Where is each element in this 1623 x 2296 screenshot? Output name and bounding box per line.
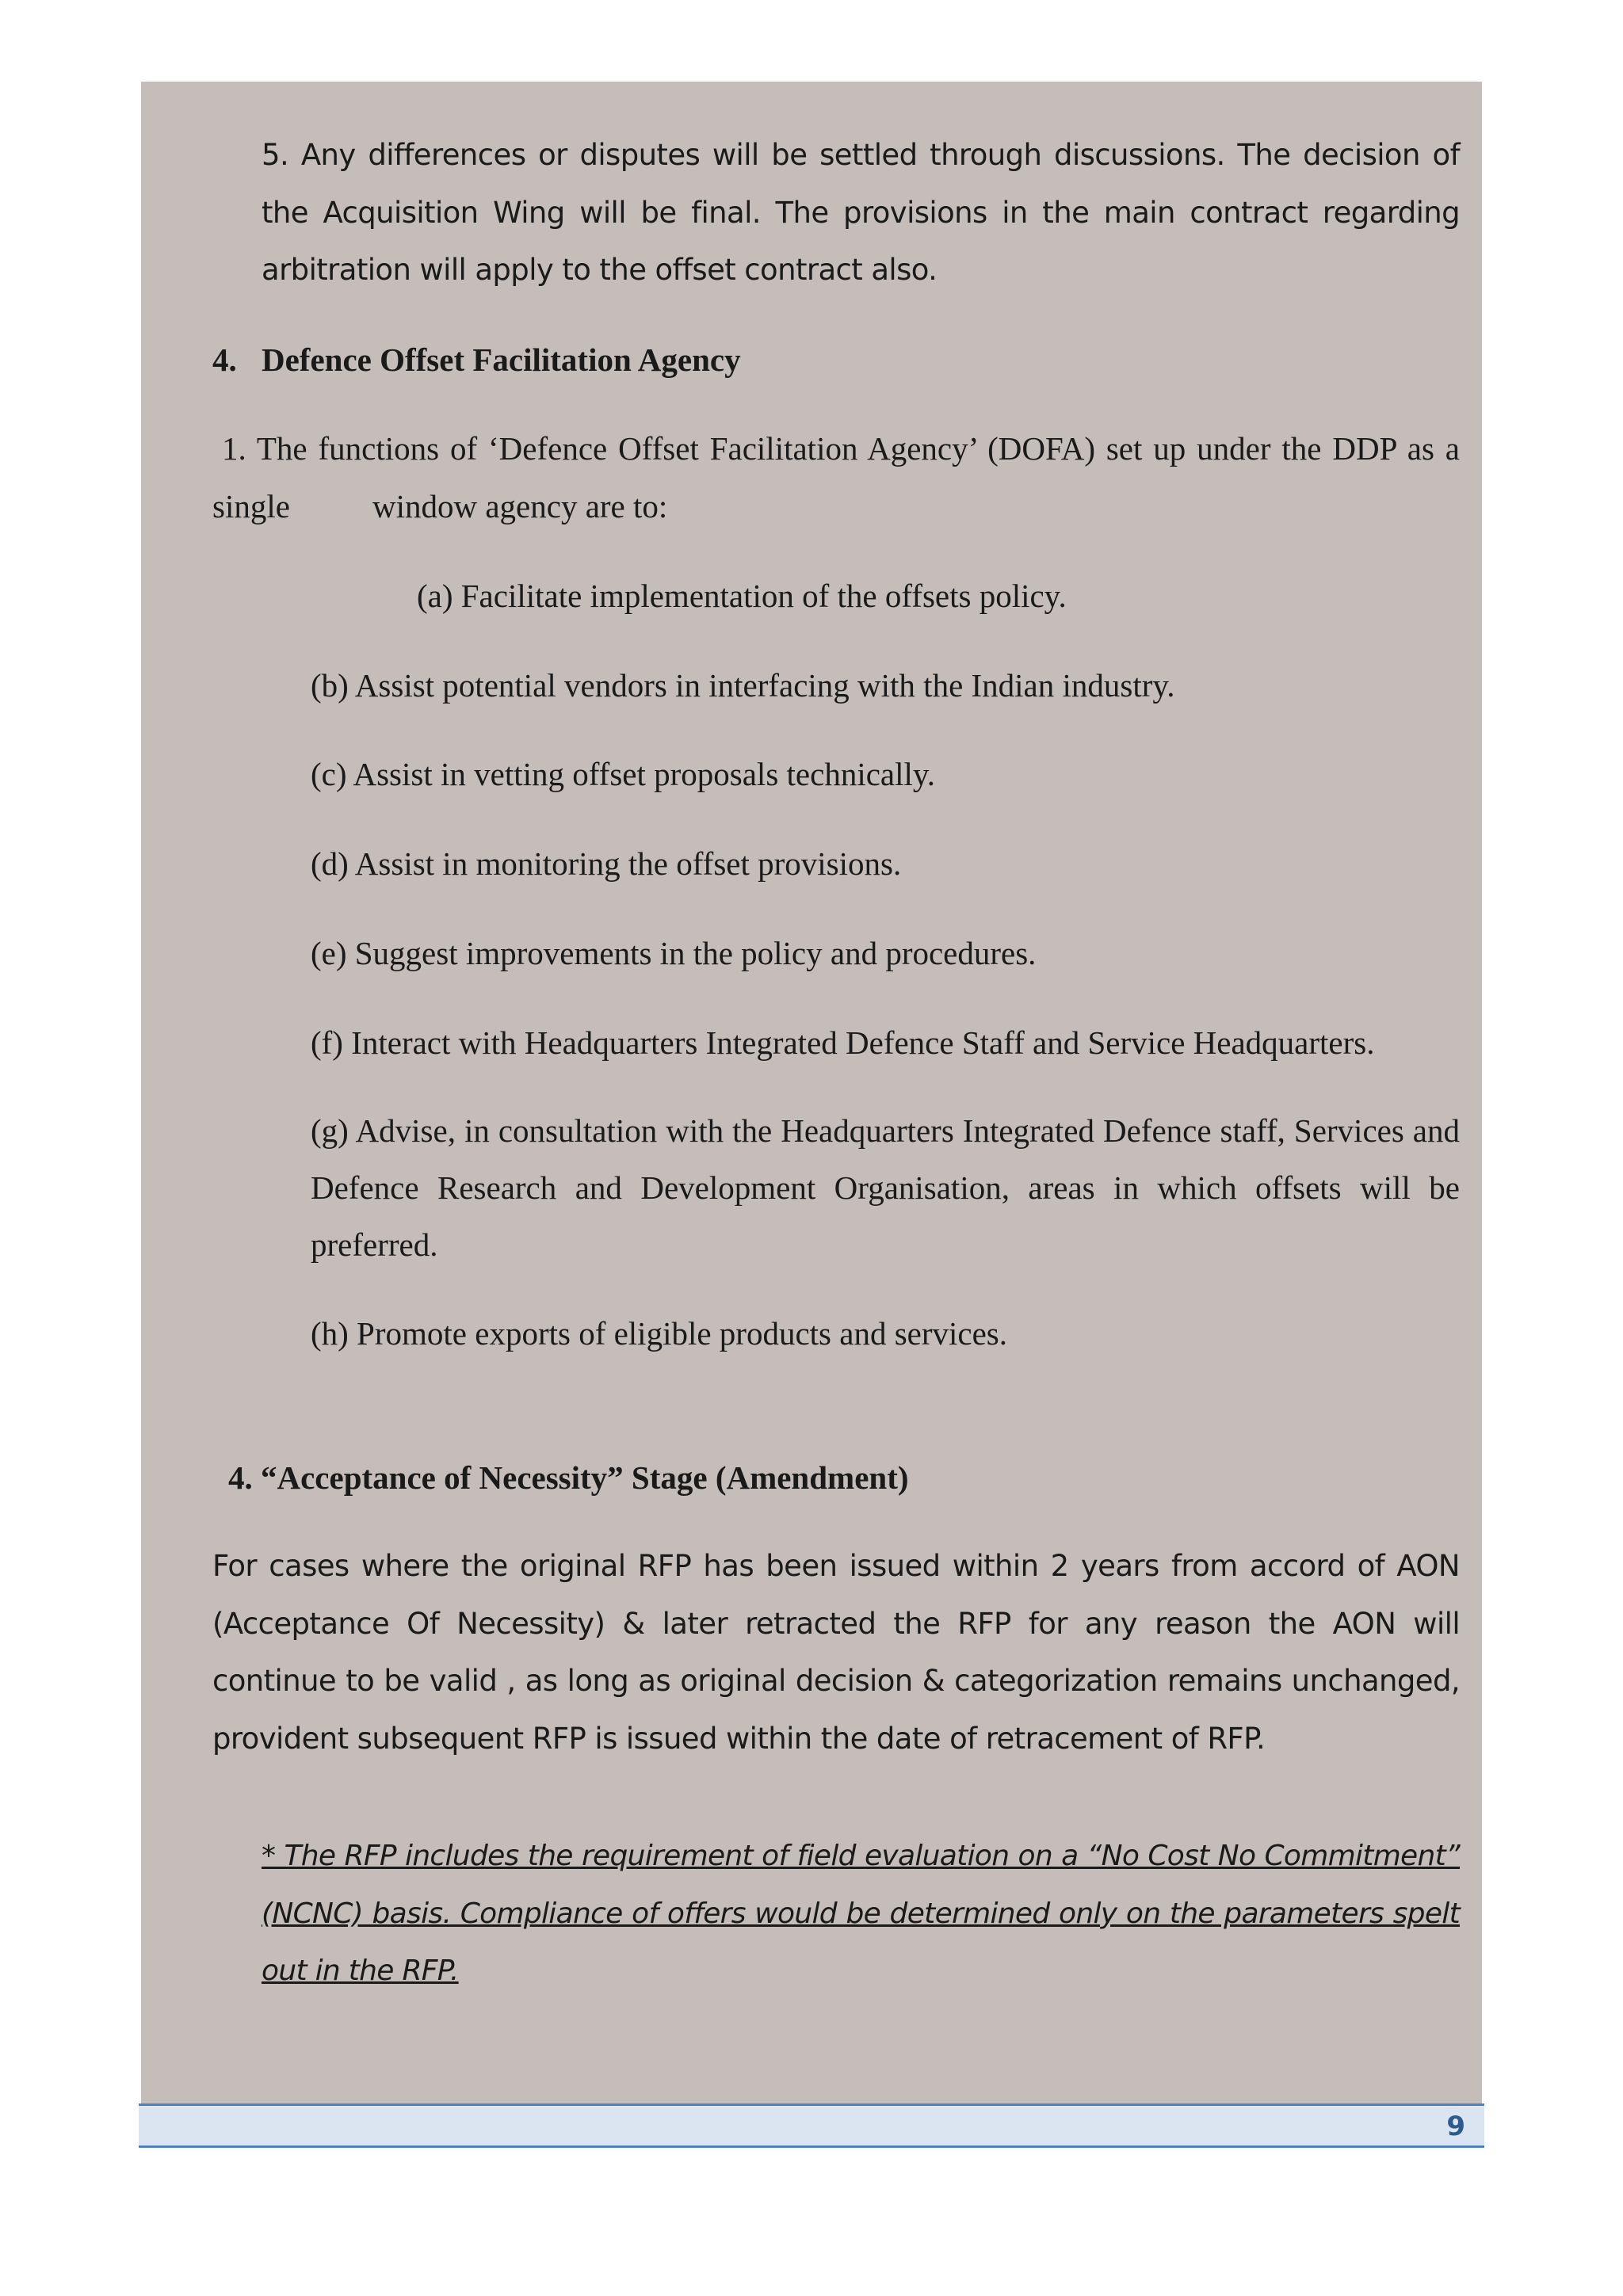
dofa-item-a: (a) Facilitate implementation of the offsets policy.	[417, 578, 1067, 614]
dofa-item-e: (e) Suggest improvements in the policy and procedures.	[311, 935, 1037, 971]
dofa-intro-line-2-start: single	[212, 488, 290, 524]
dofa-intro-line-2-end: window agency are to:	[372, 488, 668, 524]
aon-paragraph: For cases where the original RFP has been issued within 2 years from accord of AON (Acceptance Of Necessity) & later retracted the RFP for any reason the AON will continue to be valid , as long as original decision & categorization remains unchanged, provident subsequent RFP is issued within the date of retracement of RFP.	[212, 1549, 1460, 1756]
dofa-heading-number: 4.	[212, 341, 237, 378]
rfp-note: * The RFP includes the requirement of field evaluation on a “No Cost No Commitment” (NCNC) basis. Compliance of offers would be determined only on the parameters spelt out in the RFP.	[262, 1840, 1460, 1987]
page-footer	[139, 2103, 1484, 2148]
page-number: 9	[1446, 2111, 1465, 2142]
dofa-intro-line-1: 1. The functions of ‘Defence Offset Facilitation Agency’ (DOFA) set up under the DDP as a	[222, 430, 1460, 467]
dofa-item-c: (c) Assist in vetting offset proposals technically.	[311, 756, 935, 792]
dofa-item-f: (f) Interact with Headquarters Integrated Defence Staff and Service Headquarters.	[311, 1024, 1375, 1061]
dofa-item-g: (g) Advise, in consultation with the Headquarters Integrated Defence staff, Services and Defence Research and Development Organisation, areas in which offsets will be preferred.	[311, 1112, 1460, 1263]
dofa-item-b: (b) Assist potential vendors in interfacing with the Indian industry.	[311, 667, 1175, 704]
aon-heading: 4. “Acceptance of Necessity” Stage (Amendment)	[228, 1459, 909, 1496]
dofa-item-d: (d) Assist in monitoring the offset provisions.	[311, 845, 902, 882]
dofa-heading: Defence Offset Facilitation Agency	[262, 341, 741, 378]
dofa-item-h: (h) Promote exports of eligible products and services.	[311, 1315, 1007, 1352]
item-5-paragraph: 5. Any differences or disputes will be settled through discussions. The decision of the Acquisition Wing will be final. The provisions in the main contract regarding arbitration will apply to the offset contract also.	[262, 138, 1460, 287]
